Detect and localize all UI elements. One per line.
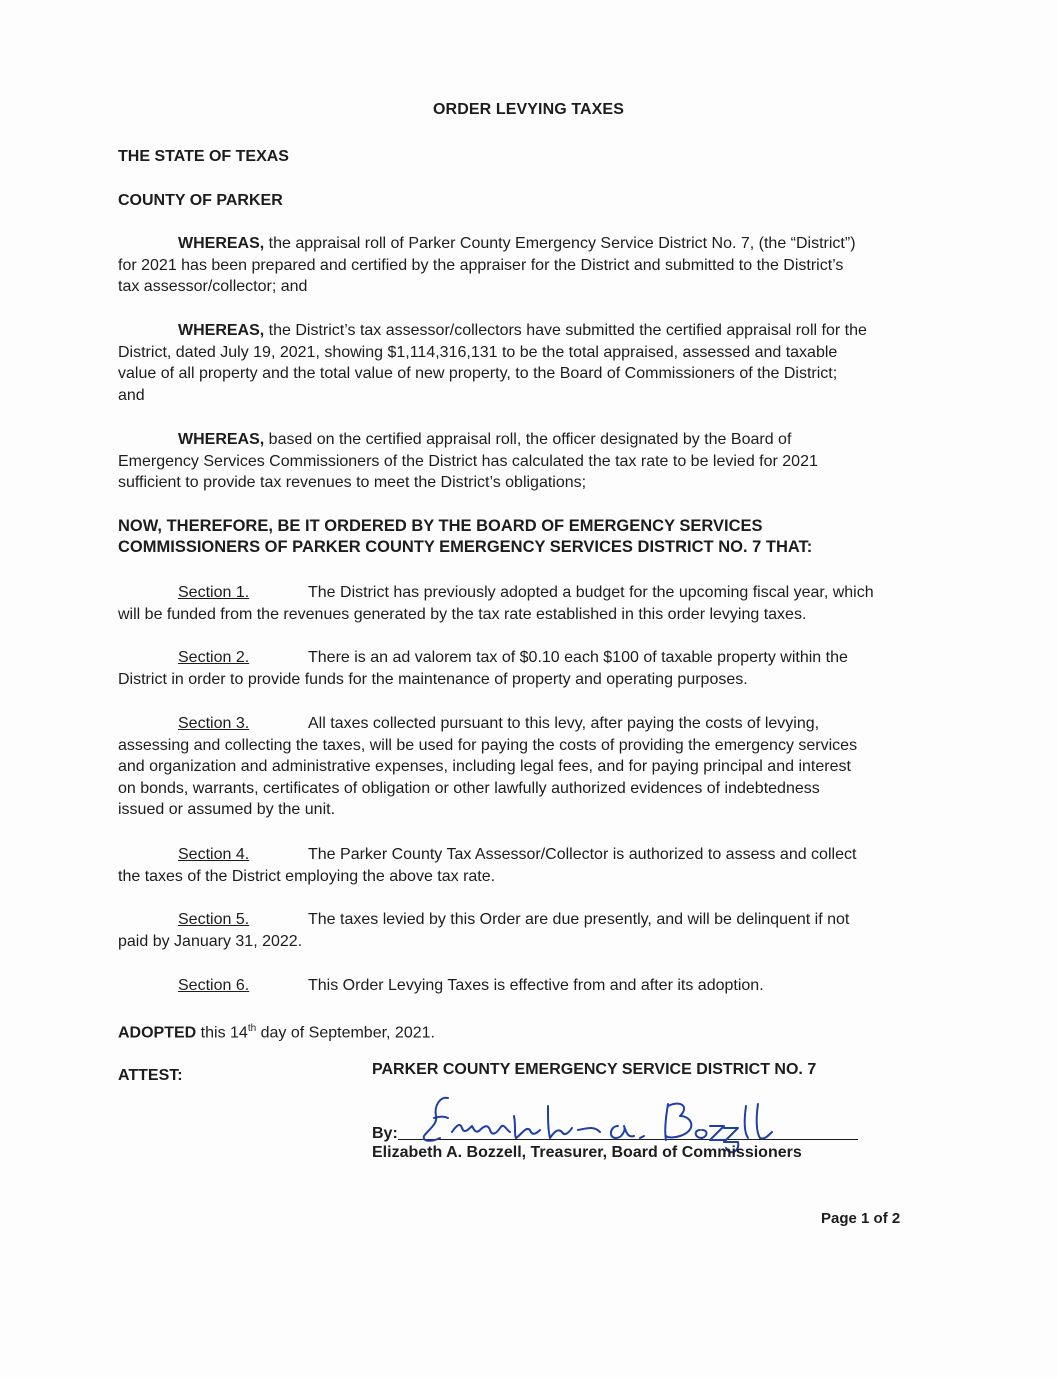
whereas-text: and — [118, 386, 145, 404]
section-text: The taxes levied by this Order are due presently, and will be delinquent if not — [308, 911, 850, 928]
whereas-text: sufficient to provide tax revenues to meet the District’s obligations; — [118, 474, 587, 491]
county-heading: COUNTY OF PARKER — [118, 192, 283, 209]
whereas-text: for 2021 has been prepared and certified by the appraiser for the District and submitted to the District’s — [118, 256, 844, 274]
section-label: Section 4. — [178, 846, 250, 863]
adopted-text: this 14 — [196, 1024, 248, 1042]
whereas-clause-3 — [118, 429, 948, 494]
section-text: paid by January 31, 2022. — [118, 932, 303, 950]
ordered-heading-line: COMMISSIONERS OF PARKER COUNTY EMERGENCY SERVICES DISTRICT NO. 7 THAT: — [118, 538, 813, 556]
section-text: assessing and collecting the taxes, will be used for paying the costs of providing the emergency services — [118, 736, 858, 754]
district-name: PARKER COUNTY EMERGENCY SERVICE DISTRICT NO. 7 — [372, 1061, 817, 1078]
whereas-lead: WHEREAS, — [178, 235, 265, 252]
section-text: All taxes collected pursuant to this levy, after paying the costs of levying, — [308, 715, 820, 732]
section-text: issued or assumed by the unit. — [118, 801, 336, 818]
whereas-text: the District’s tax assessor/collectors have submitted the certified appraisal roll for the — [264, 322, 867, 339]
section-3 — [118, 713, 948, 821]
whereas-lead: WHEREAS, — [178, 322, 265, 339]
by-label: By: — [372, 1125, 398, 1142]
adopted-text: day of September, 2021. — [256, 1024, 435, 1042]
whereas-text: District, dated July 19, 2021, showing $1,114,316,131 to be the total appraised, assessed and taxable — [118, 343, 838, 361]
section-label: Section 5. — [178, 911, 250, 928]
ordered-heading — [118, 516, 948, 558]
whereas-clause-2 — [118, 320, 948, 406]
whereas-lead: WHEREAS, — [178, 431, 265, 448]
adopted-ordinal: th — [247, 1023, 257, 1034]
section-label: Section 3. — [178, 715, 250, 732]
state-heading: THE STATE OF TEXAS — [118, 148, 289, 165]
whereas-text: the appraisal roll of Parker County Emergency Service District No. 7, (the “District”) — [264, 235, 856, 252]
whereas-text: value of all property and the total value of new property, to the Board of Commissioners of the District; — [118, 365, 838, 382]
section-label: Section 6. — [178, 977, 250, 994]
section-text: This Order Levying Taxes is effective from and after its adoption. — [308, 977, 764, 994]
whereas-clause-1 — [118, 233, 948, 298]
section-label: Section 1. — [178, 584, 250, 601]
section-text: There is an ad valorem tax of $0.10 each $100 of taxable property within the — [308, 649, 848, 666]
section-label: Section 2. — [178, 649, 250, 666]
adopted-lead: ADOPTED — [118, 1024, 197, 1042]
section-text: The Parker County Tax Assessor/Collector is authorized to assess and collect — [308, 846, 857, 863]
section-text: District in order to provide funds for the maintenance of property and operating purposes. — [118, 670, 748, 688]
signer-name-title: Elizabeth A. Bozzell, Treasurer, Board of Commissioners — [372, 1144, 802, 1161]
section-text: and organization and administrative expenses, including legal fees, and for paying principal and interest — [118, 758, 851, 775]
section-4 — [118, 844, 948, 887]
section-text: on bonds, warrants, certificates of obligation or other lawfully authorized evidences of indebtedness — [118, 779, 820, 797]
section-1 — [118, 582, 948, 625]
attest-label: ATTEST: — [118, 1067, 183, 1084]
section-6 — [118, 975, 948, 997]
ordered-heading-line: NOW, THEREFORE, BE IT ORDERED BY THE BOARD OF EMERGENCY SERVICES — [118, 517, 763, 535]
whereas-text: tax assessor/collector; and — [118, 278, 308, 295]
whereas-text: Emergency Services Commissioners of the District has calculated the tax rate to be levied for 2021 — [118, 452, 818, 470]
section-text: the taxes of the District employing the above tax rate. — [118, 867, 496, 885]
whereas-text: based on the certified appraisal roll, the officer designated by the Board of — [264, 431, 792, 448]
adopted-line — [118, 1018, 948, 1044]
document-title: ORDER LEVYING TAXES — [433, 101, 624, 118]
section-text: The District has previously adopted a budget for the upcoming fiscal year, which — [308, 584, 874, 601]
page-indicator: Page 1 of 2 — [821, 1210, 901, 1227]
section-2 — [118, 647, 948, 690]
section-text: will be funded from the revenues generated by the tax rate established in this order levying taxes. — [118, 605, 807, 623]
section-5 — [118, 909, 948, 952]
